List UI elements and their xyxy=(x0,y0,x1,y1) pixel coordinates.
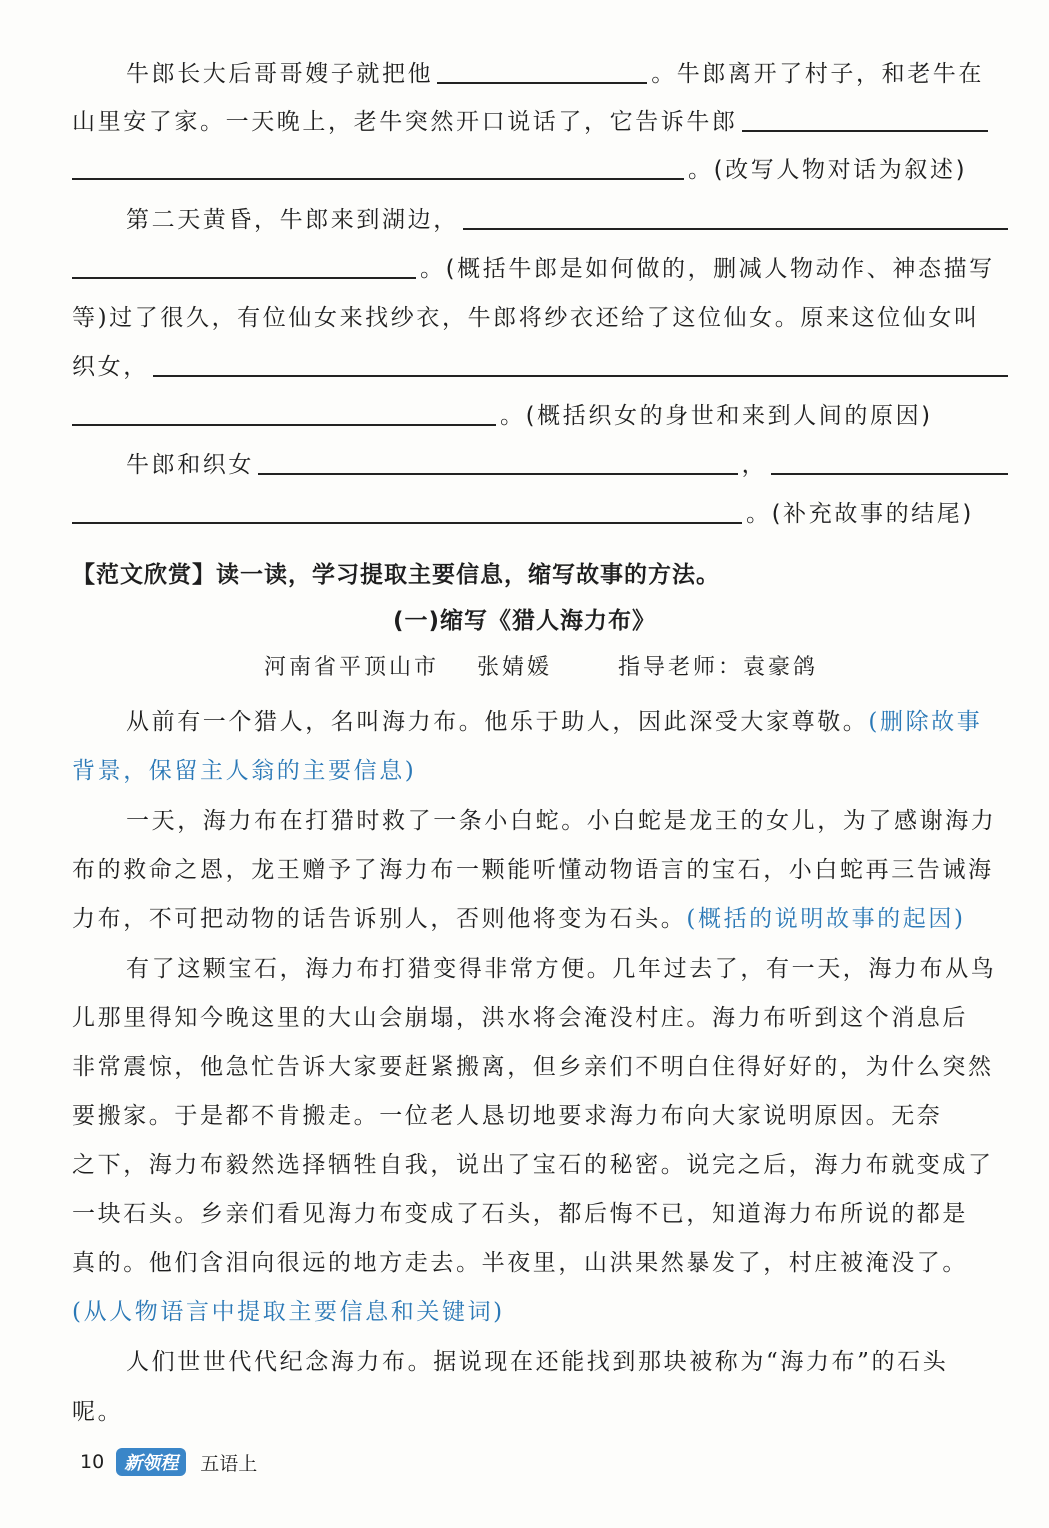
essay-line xyxy=(72,1092,1012,1132)
essay-line xyxy=(72,1338,1012,1378)
text: 儿那里得知今晚这里的大山会崩塌，洪水将会淹没村庄。海力布听到这个消息后 xyxy=(72,1005,968,1031)
annotation: 背景，保留主人翁的主要信息) xyxy=(72,758,417,784)
text: 山里安了家。一天晚上，老牛突然开口说话了，它告诉牛郎 xyxy=(72,109,738,135)
answer-blank[interactable] xyxy=(258,473,738,475)
essay-line xyxy=(72,1388,1012,1428)
section-heading: 【范文欣赏】读一读，学习提取主要信息，缩写故事的方法。 xyxy=(72,562,720,588)
text: 要搬家。于是都不肯搬走。一位老人恳切地要求海力布向大家说明原因。无奈 xyxy=(72,1103,943,1129)
text: 牛郎和织女 xyxy=(126,452,254,478)
text: 之下，海力布毅然选择牺牲自我，说出了宝石的秘密。说完之后，海力布就变成了 xyxy=(72,1152,994,1178)
essay-line xyxy=(72,797,1012,837)
author-place: 河南省平顶山市 xyxy=(264,655,440,680)
ending-instruction: 。(补充故事的结尾) xyxy=(746,501,974,527)
teacher-name: 指导老师：袁豪鸽 xyxy=(618,655,819,680)
annotation: (删除故事 xyxy=(868,709,983,735)
exercise-line-1 xyxy=(72,50,1012,90)
text: 非常震惊，他急忙告诉大家要赶紧搬离，但乡亲们不明白住得好好的，为什么突然 xyxy=(72,1054,994,1080)
summarize-instruction: 。(概括牛郎是如何做的，删减人物动作、神态描写 xyxy=(420,256,995,282)
text: 力布，不可把动物的话告诉别人，否则他将变为石头。 xyxy=(72,906,687,932)
exercise-line-3 xyxy=(72,146,1012,186)
text: 有了这颗宝石，海力布打猎变得非常方便。几年过去了，有一天，海力布从鸟 xyxy=(126,956,997,982)
answer-blank[interactable] xyxy=(437,82,647,84)
answer-blank[interactable] xyxy=(72,178,684,180)
author-line xyxy=(264,650,846,681)
essay-line xyxy=(72,1239,1012,1279)
text: 呢。 xyxy=(72,1399,124,1425)
essay-line xyxy=(72,1141,1012,1181)
essay-line xyxy=(72,895,1012,935)
author-name: 张婧媛 xyxy=(477,655,553,680)
essay-line xyxy=(72,747,1012,787)
exercise-line-5 xyxy=(72,245,1012,285)
answer-blank[interactable] xyxy=(72,277,416,279)
text: 真的。他们含泪向很远的地方走去。半夜里，山洪果然暴发了，村庄被淹没了。 xyxy=(72,1250,968,1276)
grade-label: 五语上 xyxy=(200,1452,258,1475)
text: ， xyxy=(741,452,768,478)
answer-blank[interactable] xyxy=(153,375,1008,377)
text: 第二天黄昏，牛郎来到湖边， xyxy=(126,207,459,233)
annotation: (概括的说明故事的起因) xyxy=(686,906,966,932)
text: 一天，海力布在打猎时救了一条小白蛇。小白蛇是龙王的女儿，为了感谢海力 xyxy=(126,808,997,834)
essay-line xyxy=(72,945,1012,985)
exercise-line-4 xyxy=(72,196,1012,236)
essay-line xyxy=(72,1190,1012,1230)
exercise-line-6 xyxy=(72,294,1012,334)
rewrite-instruction: 。(改写人物对话为叙述) xyxy=(688,157,968,183)
origin-instruction: 。(概括织女的身世和来到人间的原因) xyxy=(500,403,933,429)
text: 织女， xyxy=(72,354,149,380)
essay-line xyxy=(72,994,1012,1034)
text: 人们世世代代纪念海力布。据说现在还能找到那块被称为“海力布”的石头 xyxy=(126,1349,949,1375)
essay-line xyxy=(72,698,1012,738)
essay-line xyxy=(72,846,1012,886)
text: 牛郎长大后哥哥嫂子就把他 xyxy=(126,61,434,87)
answer-blank[interactable] xyxy=(742,130,988,132)
exercise-line-7 xyxy=(72,343,1012,383)
answer-blank[interactable] xyxy=(72,424,496,426)
brand-badge: 新领程 xyxy=(116,1448,186,1476)
exercise-line-8 xyxy=(72,392,1012,432)
text: 从前有一个猎人，名叫海力布。他乐于助人，因此深受大家尊敬。 xyxy=(126,709,869,735)
annotation: (从人物语言中提取主要信息和关键词) xyxy=(72,1299,505,1325)
answer-blank[interactable] xyxy=(463,228,1008,230)
text: 一块石头。乡亲们看见海力布变成了石头，都后悔不已，知道海力布所说的都是 xyxy=(72,1201,968,1227)
exercise-line-10 xyxy=(72,490,1012,530)
essay-line xyxy=(72,1288,1012,1328)
text: 等)过了很久，有位仙女来找纱衣，牛郎将纱衣还给了这位仙女。原来这位仙女叫 xyxy=(72,305,980,331)
answer-blank[interactable] xyxy=(771,473,1008,475)
text: 。牛郎离开了村子，和老牛在 xyxy=(651,61,985,87)
page-number: 10 xyxy=(80,1451,105,1473)
essay-title: (一)缩写《猎人海力布》 xyxy=(392,608,657,634)
exercise-line-9 xyxy=(72,441,1012,481)
answer-blank[interactable] xyxy=(72,522,742,524)
page-footer xyxy=(80,1448,257,1476)
text: 布的救命之恩，龙王赠予了海力布一颗能听懂动物语言的宝石，小白蛇再三告诫海 xyxy=(72,857,994,883)
essay-line xyxy=(72,1043,1012,1083)
exercise-line-2 xyxy=(72,98,1012,138)
